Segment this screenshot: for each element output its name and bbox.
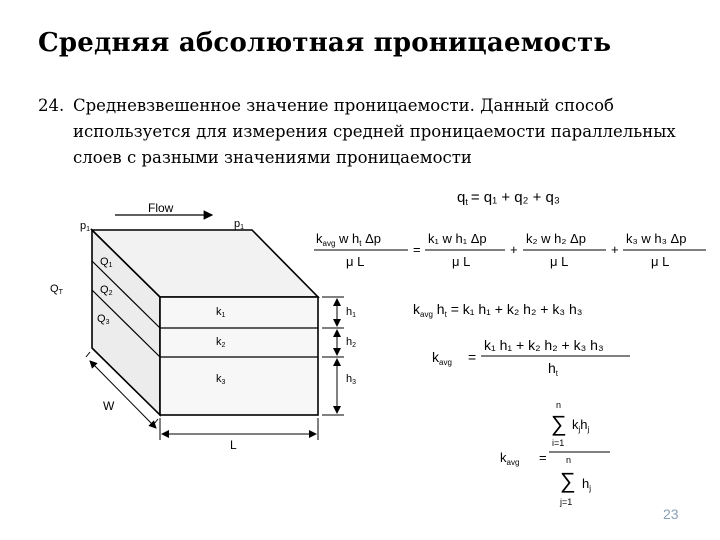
w-label: W bbox=[103, 399, 115, 413]
item-line-1: Средневзвешенное значение проницаемости. Данный способ bbox=[73, 96, 614, 115]
l-label: L bbox=[230, 438, 237, 452]
svg-text:j=1: j=1 bbox=[560, 497, 573, 507]
svg-text:k₂ w h₂ Δp: k₂ w h₂ Δp bbox=[526, 231, 586, 246]
svg-text:k₁ w h₁ Δp: k₁ w h₁ Δp bbox=[428, 231, 487, 246]
svg-text:n: n bbox=[566, 455, 572, 465]
svg-text:kavg: $k_{avg}$ bbox=[432, 349, 452, 367]
svg-text:μ L: μ L bbox=[452, 254, 471, 269]
svg-text:=: = bbox=[468, 349, 477, 365]
h2-label: h2 bbox=[346, 336, 357, 349]
svg-text:k₁ h₁ + k₂ h₂ + k₃ h₃: k₁ h₁ + k₂ h₂ + k₃ h₃ bbox=[484, 337, 604, 353]
svg-text:μ L: μ L bbox=[346, 254, 365, 269]
svg-text:kavg ht = k₁ h₁ + k₂ h₂ + k₃ h: $k_{avg}$ $h_t = k_1$ h₁ + k₂ h₂ + k₃ h₃ bbox=[413, 301, 583, 319]
svg-text:∑: ∑ bbox=[551, 411, 567, 436]
item-line-2: используется для измерения средней проницаемости параллельных bbox=[73, 122, 676, 141]
svg-text:=: = bbox=[539, 450, 547, 465]
svg-text:kjhj: $k_jh_j$ bbox=[572, 417, 590, 434]
item-line-3: слоев с разными значениями проницаемости bbox=[73, 148, 472, 167]
svg-text:=: = bbox=[413, 242, 421, 257]
item-number: 24. bbox=[38, 96, 65, 115]
svg-text:hj: $h_j$ bbox=[582, 476, 592, 493]
svg-text:k₃ w h₃ Δp: k₃ w h₃ Δp bbox=[626, 231, 687, 246]
q1-label: Q1 bbox=[100, 256, 113, 269]
k2-label: k2 bbox=[216, 336, 226, 349]
svg-text:kavg: $k_{avg}$ bbox=[500, 450, 520, 467]
svg-text:qt= q₁ + q₂ + q₃: $q_t = q_1 + q_2 + q_3$ bbox=[457, 189, 560, 207]
svg-text:n: n bbox=[556, 400, 562, 410]
svg-text:μ L: μ L bbox=[651, 254, 670, 269]
formula-weighted-sum bbox=[413, 301, 582, 319]
formula-kavg-fraction bbox=[432, 337, 630, 378]
svg-text:ht: $h_t$ bbox=[548, 360, 559, 378]
h1-label: h1 bbox=[346, 306, 357, 319]
svg-text:i=1: i=1 bbox=[552, 438, 565, 448]
formula-kavg-sum bbox=[500, 400, 610, 507]
svg-text:∑: ∑ bbox=[560, 468, 576, 493]
k3-label: k3 bbox=[216, 373, 226, 386]
h3-label: h3 bbox=[346, 373, 357, 386]
svg-text:kavg w ht Δp: $k_{avg}$ w $h_t$ Δp bbox=[316, 231, 382, 248]
svg-text:+: + bbox=[510, 242, 518, 257]
slide-number: 23 bbox=[663, 506, 679, 522]
q2-label: Q2 bbox=[100, 284, 113, 297]
slide-title: Средняя абсолютная проницаемость bbox=[38, 28, 612, 58]
k1-label: k1 bbox=[216, 306, 226, 319]
svg-text:+: + bbox=[611, 242, 619, 257]
formula-darcy-sum bbox=[314, 231, 706, 269]
qt-label: QT bbox=[50, 283, 63, 296]
formula-total-rate bbox=[457, 189, 560, 207]
q3-label: Q3 bbox=[97, 313, 110, 326]
flow-label: Flow bbox=[148, 201, 174, 215]
p-left-label: p1 bbox=[80, 220, 91, 233]
p-right-label: p1 bbox=[234, 218, 245, 231]
svg-text:μ L: μ L bbox=[550, 254, 569, 269]
